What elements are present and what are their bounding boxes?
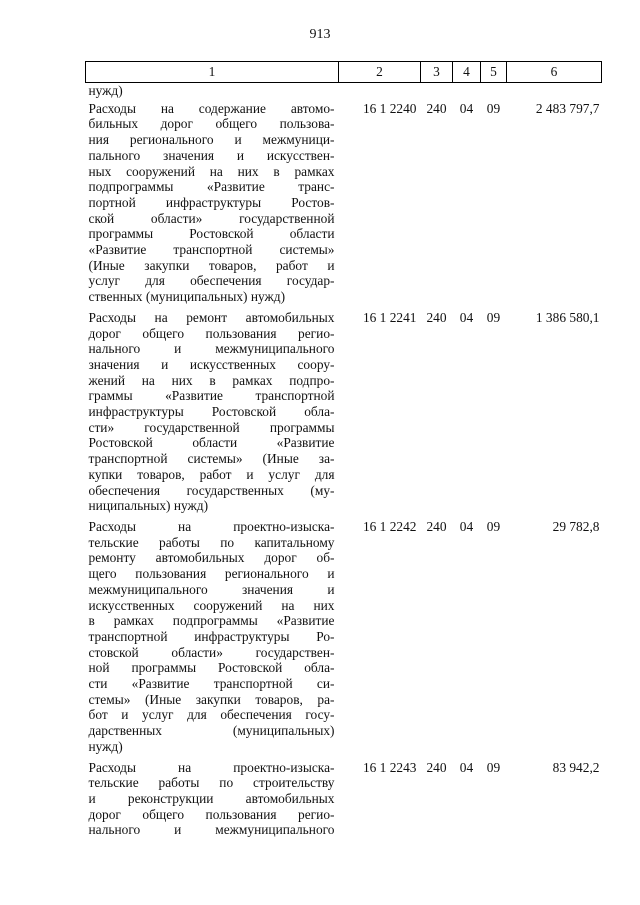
description-line: «Развитие транспортной системы»: [88, 242, 335, 258]
description-line: Ростовской области «Развитие: [88, 435, 335, 451]
section-code: 04: [459, 100, 474, 116]
description-line: в рамках подпрограммы «Развитие: [88, 613, 335, 629]
description-line: тельские работы по капитальному: [88, 534, 335, 550]
header-col-2: 2: [339, 62, 421, 83]
target-article-code: 16 1 2242: [362, 518, 417, 534]
description-line: значения и искусственных соору-: [88, 356, 335, 372]
description-line: дорог общего пользования регио-: [88, 325, 335, 341]
description-line: Расходы на проектно-изыска-: [88, 518, 335, 534]
description-line: Расходы на ремонт автомобильных: [88, 309, 335, 325]
header-col-3: 3: [421, 62, 453, 83]
description-line: портной инфраструктуры Ростов-: [88, 194, 335, 210]
description-line: дорог общего пользования регио-: [88, 806, 335, 822]
subsection-code: 09: [486, 759, 501, 775]
description-line: транспортной инфраструктуры Ро-: [88, 628, 335, 644]
expense-description: [86, 100, 339, 309]
description-line: нального и межмуниципального: [88, 341, 335, 357]
budget-table: [85, 61, 602, 842]
subsection-code: 09: [486, 518, 501, 534]
description-line: сти «Развитие транспортной си-: [88, 676, 335, 692]
header-col-1: 1: [86, 62, 339, 83]
description-line: подпрограммы «Развитие транс-: [88, 179, 335, 195]
description-line: ния регионального и межмуници-: [88, 132, 335, 148]
expense-description: [86, 759, 339, 843]
amount: 83 942,2: [552, 759, 600, 775]
page-number: 913: [309, 27, 331, 42]
description-line: ной программы Ростовской обла-: [88, 660, 335, 676]
expense-type: 240: [426, 309, 447, 325]
description-line: и реконструкции автомобильных: [88, 790, 335, 806]
section-code: 04: [459, 759, 474, 775]
amount: 29 782,8: [552, 518, 600, 534]
continuation-text: нужд): [88, 83, 123, 98]
table-header: [86, 62, 602, 83]
description-line: транспортной системы» (Иные за-: [88, 451, 335, 467]
section-code: 04: [459, 309, 474, 325]
description-line: (Иные закупки товаров, работ и: [88, 257, 335, 273]
expense-type: 240: [426, 518, 447, 534]
header-col-4: 4: [453, 62, 481, 83]
description-line: граммы «Развитие транспортной: [88, 388, 335, 404]
description-line: щего пользования регионального и: [88, 566, 335, 582]
expense-type: 240: [426, 100, 447, 116]
description-line: бильных дорог общего пользова-: [88, 116, 335, 132]
continuation-row: [86, 83, 602, 100]
section-code: 04: [459, 518, 474, 534]
description-line: ниципальных) нужд): [88, 498, 209, 514]
description-line: ных сооружений на них в рамках: [88, 163, 335, 179]
description-line: ственных (муниципальных) нужд): [88, 289, 286, 305]
subsection-code: 09: [486, 309, 501, 325]
amount: 2 483 797,7: [535, 100, 600, 116]
target-article-code: 16 1 2243: [362, 759, 417, 775]
description-line: искусственных сооружений на них: [88, 597, 335, 613]
description-line: пального значения и искусствен-: [88, 147, 335, 163]
target-article-code: 16 1 2240: [362, 100, 417, 116]
description-line: Расходы на проектно-изыска-: [88, 759, 335, 775]
amount: 1 386 580,1: [535, 309, 600, 325]
description-line: обеспечения государственных (му-: [88, 482, 335, 498]
description-line: сти» государственной программы: [88, 419, 335, 435]
description-line: бот и услуг для обеспечения госу-: [88, 707, 335, 723]
description-line: стемы» (Иные закупки товаров, ра-: [88, 691, 335, 707]
description-line: межмуниципального значения и: [88, 581, 335, 597]
header-col-5: 5: [481, 62, 507, 83]
description-line: стовской области» государствен-: [88, 644, 335, 660]
target-article-code: 16 1 2241: [362, 309, 417, 325]
description-line: дарственных (муниципальных): [88, 723, 335, 739]
description-line: ской области» государственной: [88, 210, 335, 226]
description-line: купки товаров, работ и услуг для: [88, 466, 335, 482]
description-line: тельские работы по строительству: [88, 775, 335, 791]
description-line: Расходы на содержание автомо-: [88, 100, 335, 116]
expense-description: [86, 518, 339, 759]
description-line: инфраструктуры Ростовской обла-: [88, 404, 335, 420]
header-col-6: 6: [507, 62, 602, 83]
table-row: [86, 759, 602, 843]
description-line: нужд): [88, 738, 123, 754]
table-row: [86, 309, 602, 518]
description-line: нального и межмуниципального: [88, 822, 335, 838]
description-line: программы Ростовской области: [88, 226, 335, 242]
expense-description: [86, 309, 339, 518]
description-line: ремонту автомобильных дорог об-: [88, 550, 335, 566]
subsection-code: 09: [486, 100, 501, 116]
description-line: услуг для обеспечения государ-: [88, 273, 335, 289]
table-row: [86, 100, 602, 309]
expense-type: 240: [426, 759, 447, 775]
description-line: жений на них в рамках подпро-: [88, 372, 335, 388]
table-body: [86, 83, 602, 843]
table-row: [86, 518, 602, 759]
